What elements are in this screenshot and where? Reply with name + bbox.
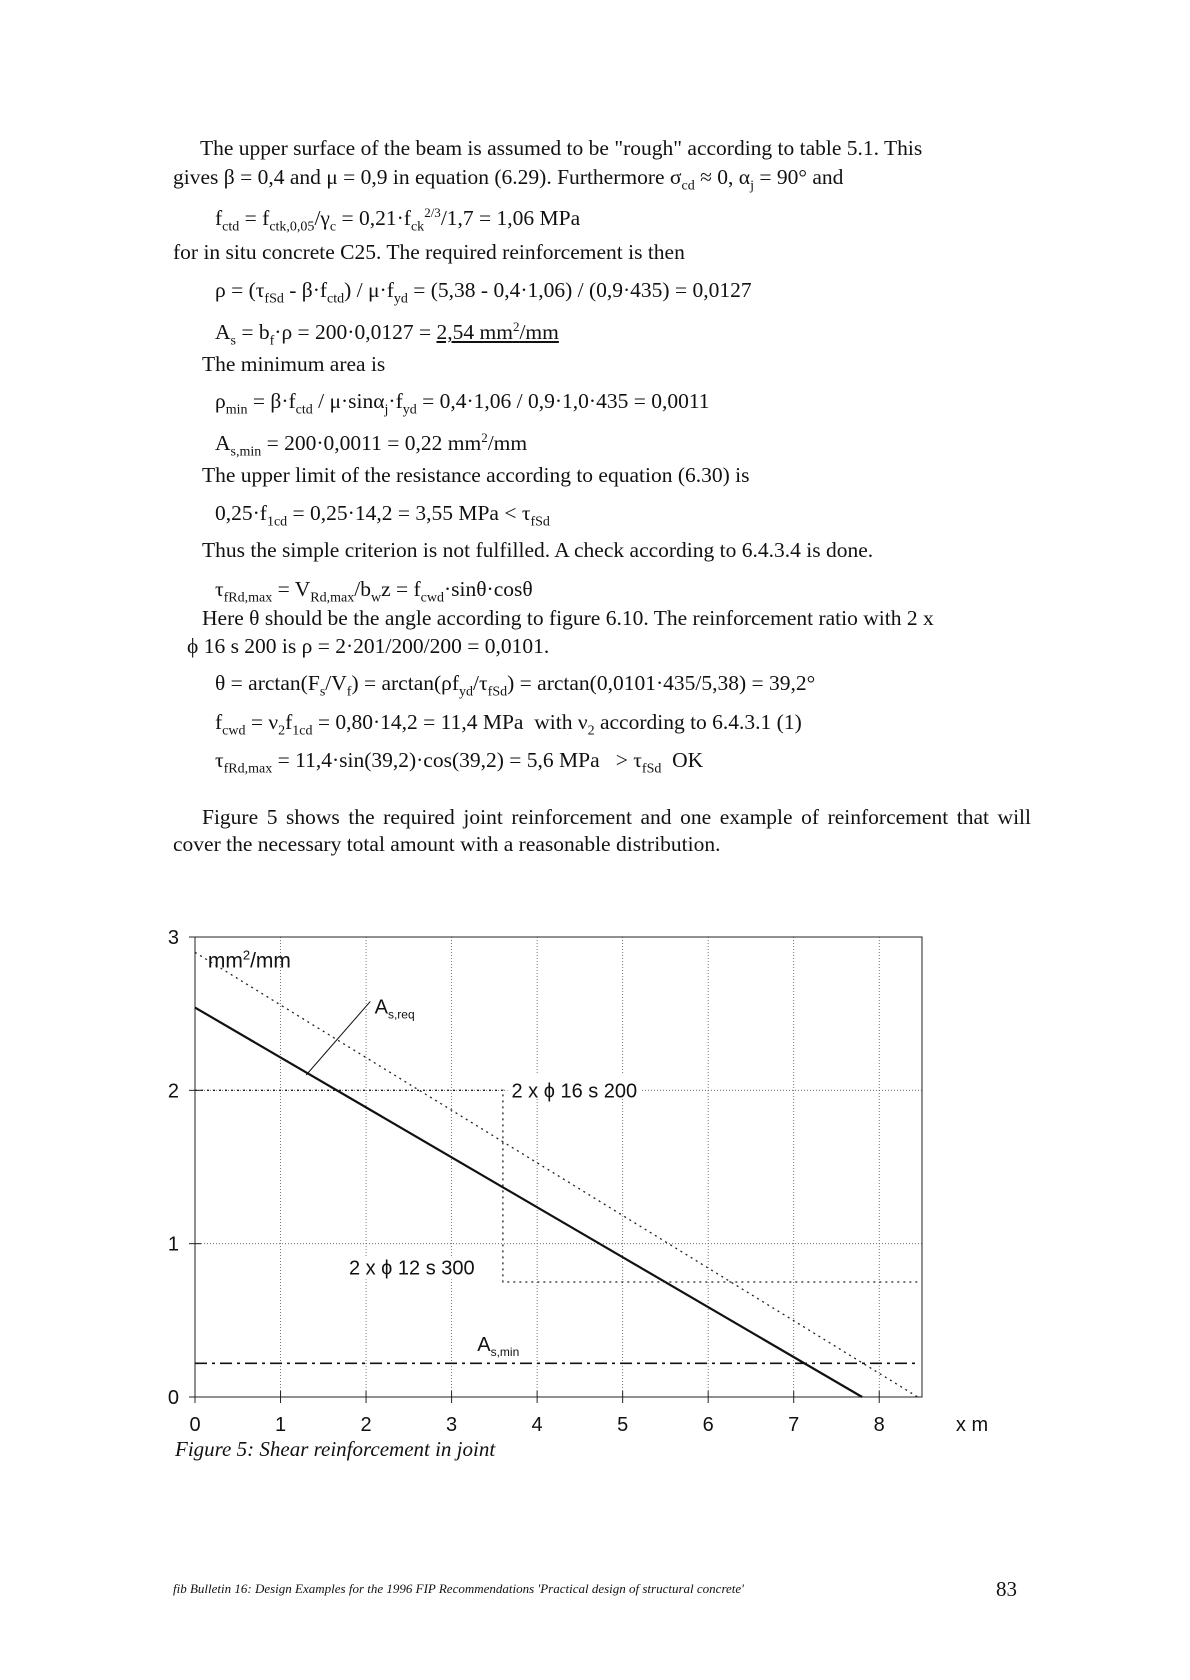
page-number: 83 <box>996 1577 1017 1601</box>
chart-annotations <box>345 997 641 1359</box>
x-tick-label: 8 <box>873 1414 885 1436</box>
plot-frame <box>195 937 922 1397</box>
paragraph-figure-reference: Figure 5 shows the required joint reinforcement and one example of reinforcement that will cover the necessary total amount with a reasonable distribution. <box>173 805 1031 856</box>
annotation-label: $A_{s,req}$ <box>374 996 415 1022</box>
paragraph-line: The minimum area is <box>202 352 386 376</box>
chart-grid <box>195 937 922 1397</box>
equation-rhomin: $\rho_{min} = \beta\cdot f_{ctd} / \mu\cdot\sin\alpha_j\cdot f_{yd} = 0,4\cdot 1,06 / 0,9\cdot 1,0\cdot 435 = 0,0011$ <box>215 389 710 418</box>
equation-As: $A_s = b_f\cdot\rho = 200\cdot 0,0127 = 2,54$ $mm^2/mm$ <box>215 319 559 349</box>
y-tick-label: 2 <box>167 1080 179 1103</box>
x-tick-label: 6 <box>702 1414 714 1436</box>
y-tick-label: 3 <box>167 927 179 949</box>
annotation-label: $A_{s,min}$ <box>477 1334 520 1359</box>
series-line-1 <box>195 952 918 1397</box>
equation-Asmin: $A_{s,min} = 200\cdot 0,0011 = 0,22$ $mm^2/mm$ <box>215 430 528 460</box>
shear-reinforcement-chart <box>150 915 1000 1436</box>
y-axis-label: $mm^2/mm$ <box>207 947 291 973</box>
equation-fcwd: $f_{cwd} = \nu_2f_{1cd} = 0,80\cdot 14,2 = 11,4$ MPa with $\nu_2$ according to 6.4.3.1 (1) <box>215 710 802 739</box>
paragraph-line: Here θ should be the angle according to figure 6.10. The reinforcement ratio with 2 x <box>202 606 934 630</box>
footer-text: fib Bulletin 16: Design Examples for the 1996 FIP Recommendations 'Practical design of structural concrete' <box>173 1581 744 1596</box>
equation-theta: $\theta = \arctan(F_s/V_f) = \arctan(\rho f_{yd}/\tau_{fSd}) = \arctan(0,0101\cdot 435/5,38) = 39,2^\circ$ <box>215 671 816 700</box>
paragraph-line: ϕ 16 s 200 is ρ = 2·201/200/200 = 0,0101. <box>187 634 550 658</box>
series-line-2 <box>195 1090 918 1282</box>
chart-lines <box>195 952 918 1397</box>
x-tick-label: 5 <box>617 1414 629 1436</box>
annotation-leader <box>306 1001 370 1075</box>
paragraph-line: gives β = 0,4 and μ = 0,9 in equation (6.29). Furthermore $\sigma_{cd} \approx 0$, $\alpha_j = 90^\circ$ and <box>173 165 844 194</box>
x-tick-label: 7 <box>788 1414 800 1436</box>
paragraph-line: The upper surface of the beam is assumed to be "rough" according to table 5.1. This <box>200 136 923 160</box>
equation-rho: $\rho = (\tau_{fSd} - \beta\cdot f_{ctd}) / \mu\cdot f_{yd} = (5,38 - 0,4\cdot 1,06) / (0,9\cdot 435) = 0,0127$ <box>215 278 752 307</box>
chart-axes <box>195 937 922 1397</box>
series-line-0 <box>195 1008 862 1397</box>
equation-fctd: $f_{ctd} = f_{ctk,0,05}/\gamma_c = 0,21\cdot f_{ck}^{2/3}/1,7 = 1,06$ MPa <box>215 205 581 235</box>
equation-taufinal: $\tau_{fRd,max} = 11,4\cdot\sin(39,2)\cdot\cos(39,2) = 5,6$ MPa > $\tau_{fSd}$ OK <box>215 748 704 777</box>
y-tick-label: 0 <box>167 1387 179 1409</box>
equation-tau: $\tau_{fRd,max} = V_{Rd,max}/b_wz = f_{cwd}\cdot\sin\theta\cdot\cos\theta$ <box>215 577 533 606</box>
x-tick-label: 0 <box>189 1414 201 1436</box>
x-axis-label: x m <box>955 1414 989 1436</box>
annotation-label: 2 x ϕ 16 s 200 <box>511 1080 638 1103</box>
x-tick-label: 2 <box>360 1414 372 1436</box>
y-tick-label: 1 <box>167 1233 179 1256</box>
equation-upper: $0,25\cdot f_{1cd} = 0,25\cdot 14,2 = 3,55$ MPa < $\tau_{fSd}$ <box>215 501 550 530</box>
x-tick-label: 1 <box>274 1414 287 1436</box>
chart-ticks <box>168 927 988 1436</box>
x-tick-label: 3 <box>446 1414 458 1436</box>
figure-caption: Figure 5: Shear reinforcement in joint <box>175 1437 496 1461</box>
paragraph-line: The upper limit of the resistance according to equation (6.30) is <box>202 463 750 487</box>
paragraph-line: Thus the simple criterion is not fulfilled. A check according to 6.4.3.4 is done. <box>202 538 874 562</box>
x-tick-label: 4 <box>531 1414 543 1436</box>
paragraph-line: for in situ concrete C25. The required reinforcement is then <box>173 240 685 264</box>
annotation-label: 2 x ϕ 12 s 300 <box>348 1257 475 1280</box>
